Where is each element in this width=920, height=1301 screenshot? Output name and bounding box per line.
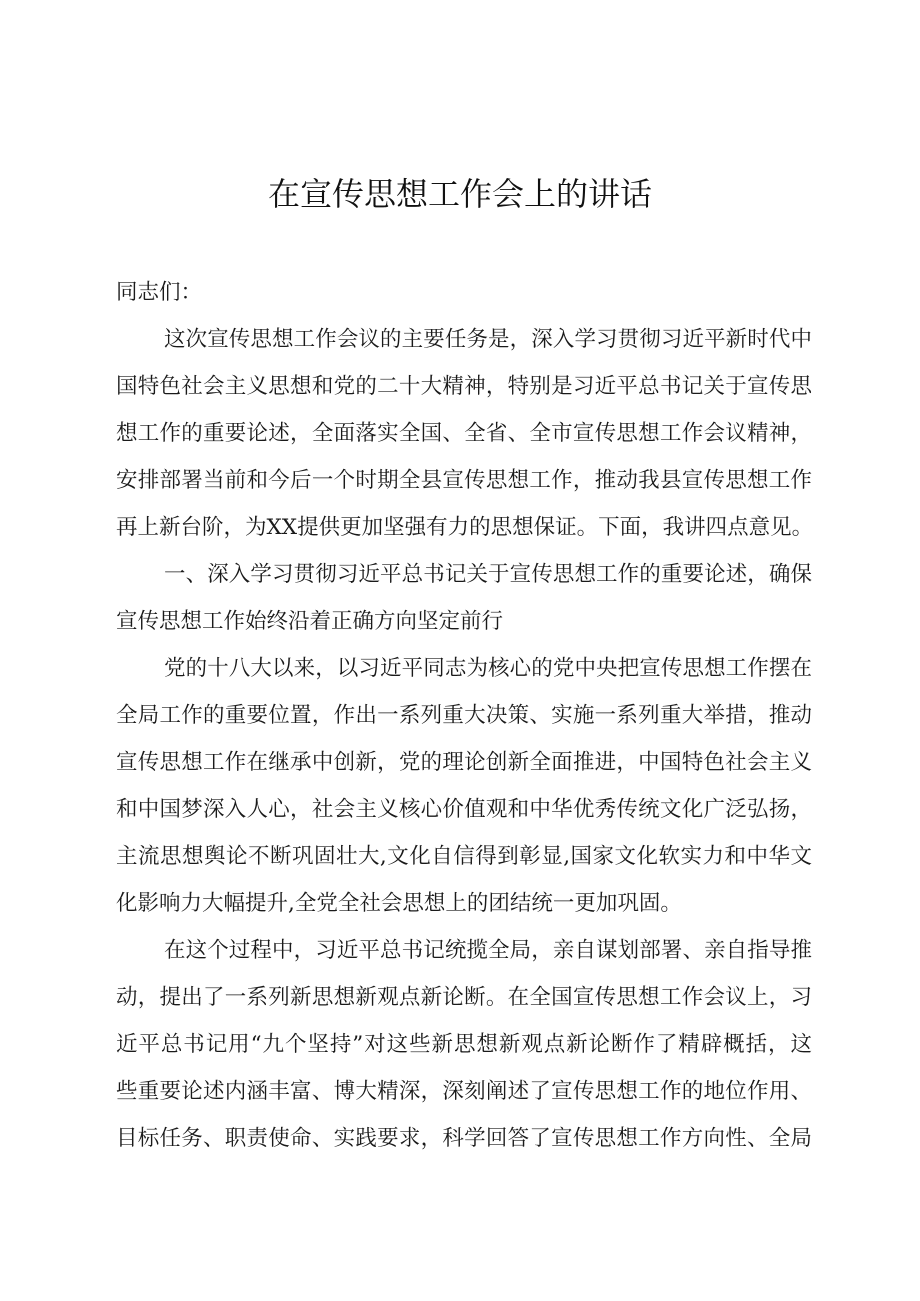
paragraph-1-line-3: 想工作的重要论述，全面落实全国、全省、全市宣传思想工作会议精神， xyxy=(116,421,812,446)
section-heading-1-line-1: 一、深入学习贯彻习近平总书记关于宣传思想工作的重要论述，确保 xyxy=(164,562,812,587)
paragraph-3-line-1: 在这个过程中，习近平总书记统揽全局，亲自谋划部署、亲自指导推 xyxy=(164,938,812,963)
paragraph-3-line-2: 动，提出了一系列新思想新观点新论断。在全国宣传思想工作会议上，习 xyxy=(116,985,812,1010)
paragraph-2-line-4: 和中国梦深入人心，社会主义核心价值观和中华优秀传统文化广泛弘扬， xyxy=(116,797,812,822)
paragraph-1-line-1: 这次宣传思想工作会议的主要任务是，深入学习贯彻习近平新时代中 xyxy=(164,327,812,352)
paragraph-1-line-5: 再上新台阶，为XX提供更加坚强有力的思想保证。下面，我讲四点意见。 xyxy=(116,515,814,540)
paragraph-3-line-4: 些重要论述内涵丰富、博大精深，深刻阐述了宣传思想工作的地位作用、 xyxy=(116,1079,812,1104)
paragraph-2-line-1: 党的十八大以来，以习近平同志为核心的党中央把宣传思想工作摆在 xyxy=(164,656,812,681)
document-title: 在宣传思想工作会上的讲话 xyxy=(267,175,652,213)
section-heading-1-line-2: 宣传思想工作始终沿着正确方向坚定前行 xyxy=(116,609,504,634)
salutation: 同志们： xyxy=(116,280,203,305)
paragraph-2-line-6: 化影响力大幅提升,全党全社会思想上的团结统一更加巩固。 xyxy=(116,891,682,916)
paragraph-1-line-2: 国特色社会主义思想和党的二十大精神，特别是习近平总书记关于宣传思 xyxy=(116,374,812,399)
paragraph-2-line-3: 宣传思想工作在继承中创新，党的理论创新全面推进，中国特色社会主义 xyxy=(116,750,812,775)
paragraph-2-line-2: 全局工作的重要位置，作出一系列重大决策、实施一系列重大举措，推动 xyxy=(116,703,812,728)
paragraph-3-line-5: 目标任务、职责使命、实践要求，科学回答了宣传思想工作方向性、全局 xyxy=(116,1126,812,1151)
paragraph-3-line-3: 近平总书记用“九个坚持”对这些新思想新观点新论断作了精辟概括，这 xyxy=(116,1032,812,1057)
paragraph-1-line-4: 安排部署当前和今后一个时期全县宣传思想工作，推动我县宣传思想工作 xyxy=(116,468,812,493)
paragraph-2-line-5: 主流思想舆论不断巩固壮大,文化自信得到彰显,国家文化软实力和中华文 xyxy=(116,844,812,869)
